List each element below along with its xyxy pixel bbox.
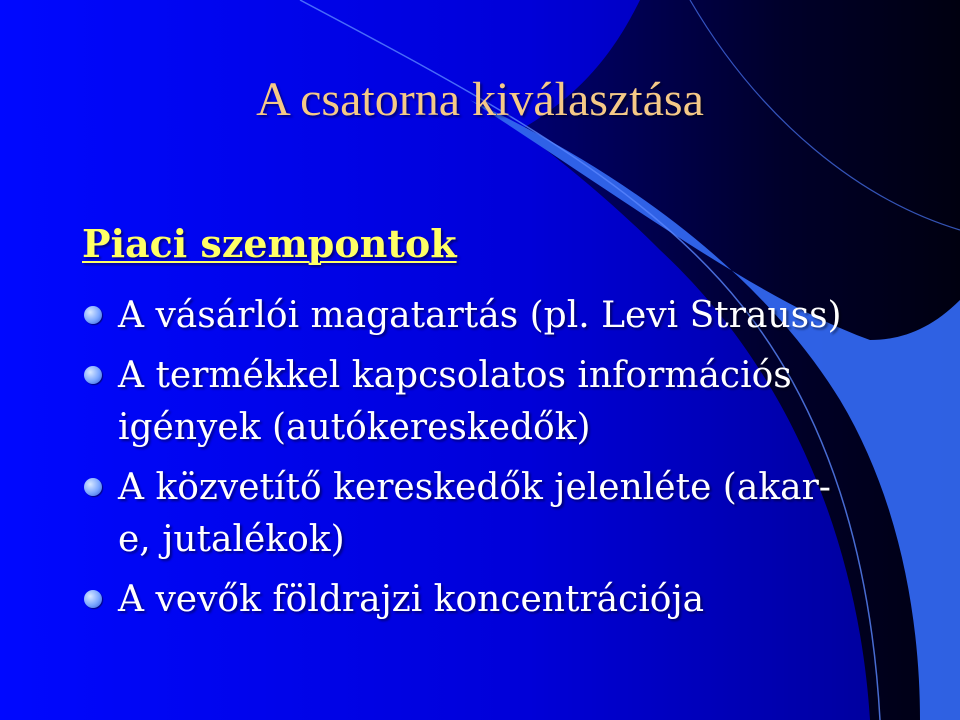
bullet-text-line: A vásárlói magatartás (pl. Levi Strauss): [118, 295, 842, 336]
bullet-item: [82, 462, 852, 566]
bullet-text-line: A közvetítő kereskedők jelenléte (akar-: [118, 467, 831, 508]
section-heading: Piaci szempontok: [82, 221, 457, 266]
bullet-item: [82, 574, 852, 626]
round-bullet-icon: [84, 306, 102, 324]
slide-title: A csatorna kiválasztása: [256, 73, 704, 126]
bullet-text-line: e, jutalékok): [118, 519, 345, 560]
round-bullet-icon: [84, 590, 102, 608]
bullet-text-line: A vevők földrajzi koncentrációja: [118, 579, 705, 620]
round-bullet-icon: [84, 478, 102, 496]
bullet-item: [82, 290, 852, 342]
bullet-item: [82, 350, 852, 454]
bullet-text-line: A termékkel kapcsolatos információs: [118, 355, 792, 396]
bullet-list: [82, 290, 852, 634]
bullet-text-line: igények (autókereskedők): [118, 407, 591, 448]
round-bullet-icon: [84, 366, 102, 384]
